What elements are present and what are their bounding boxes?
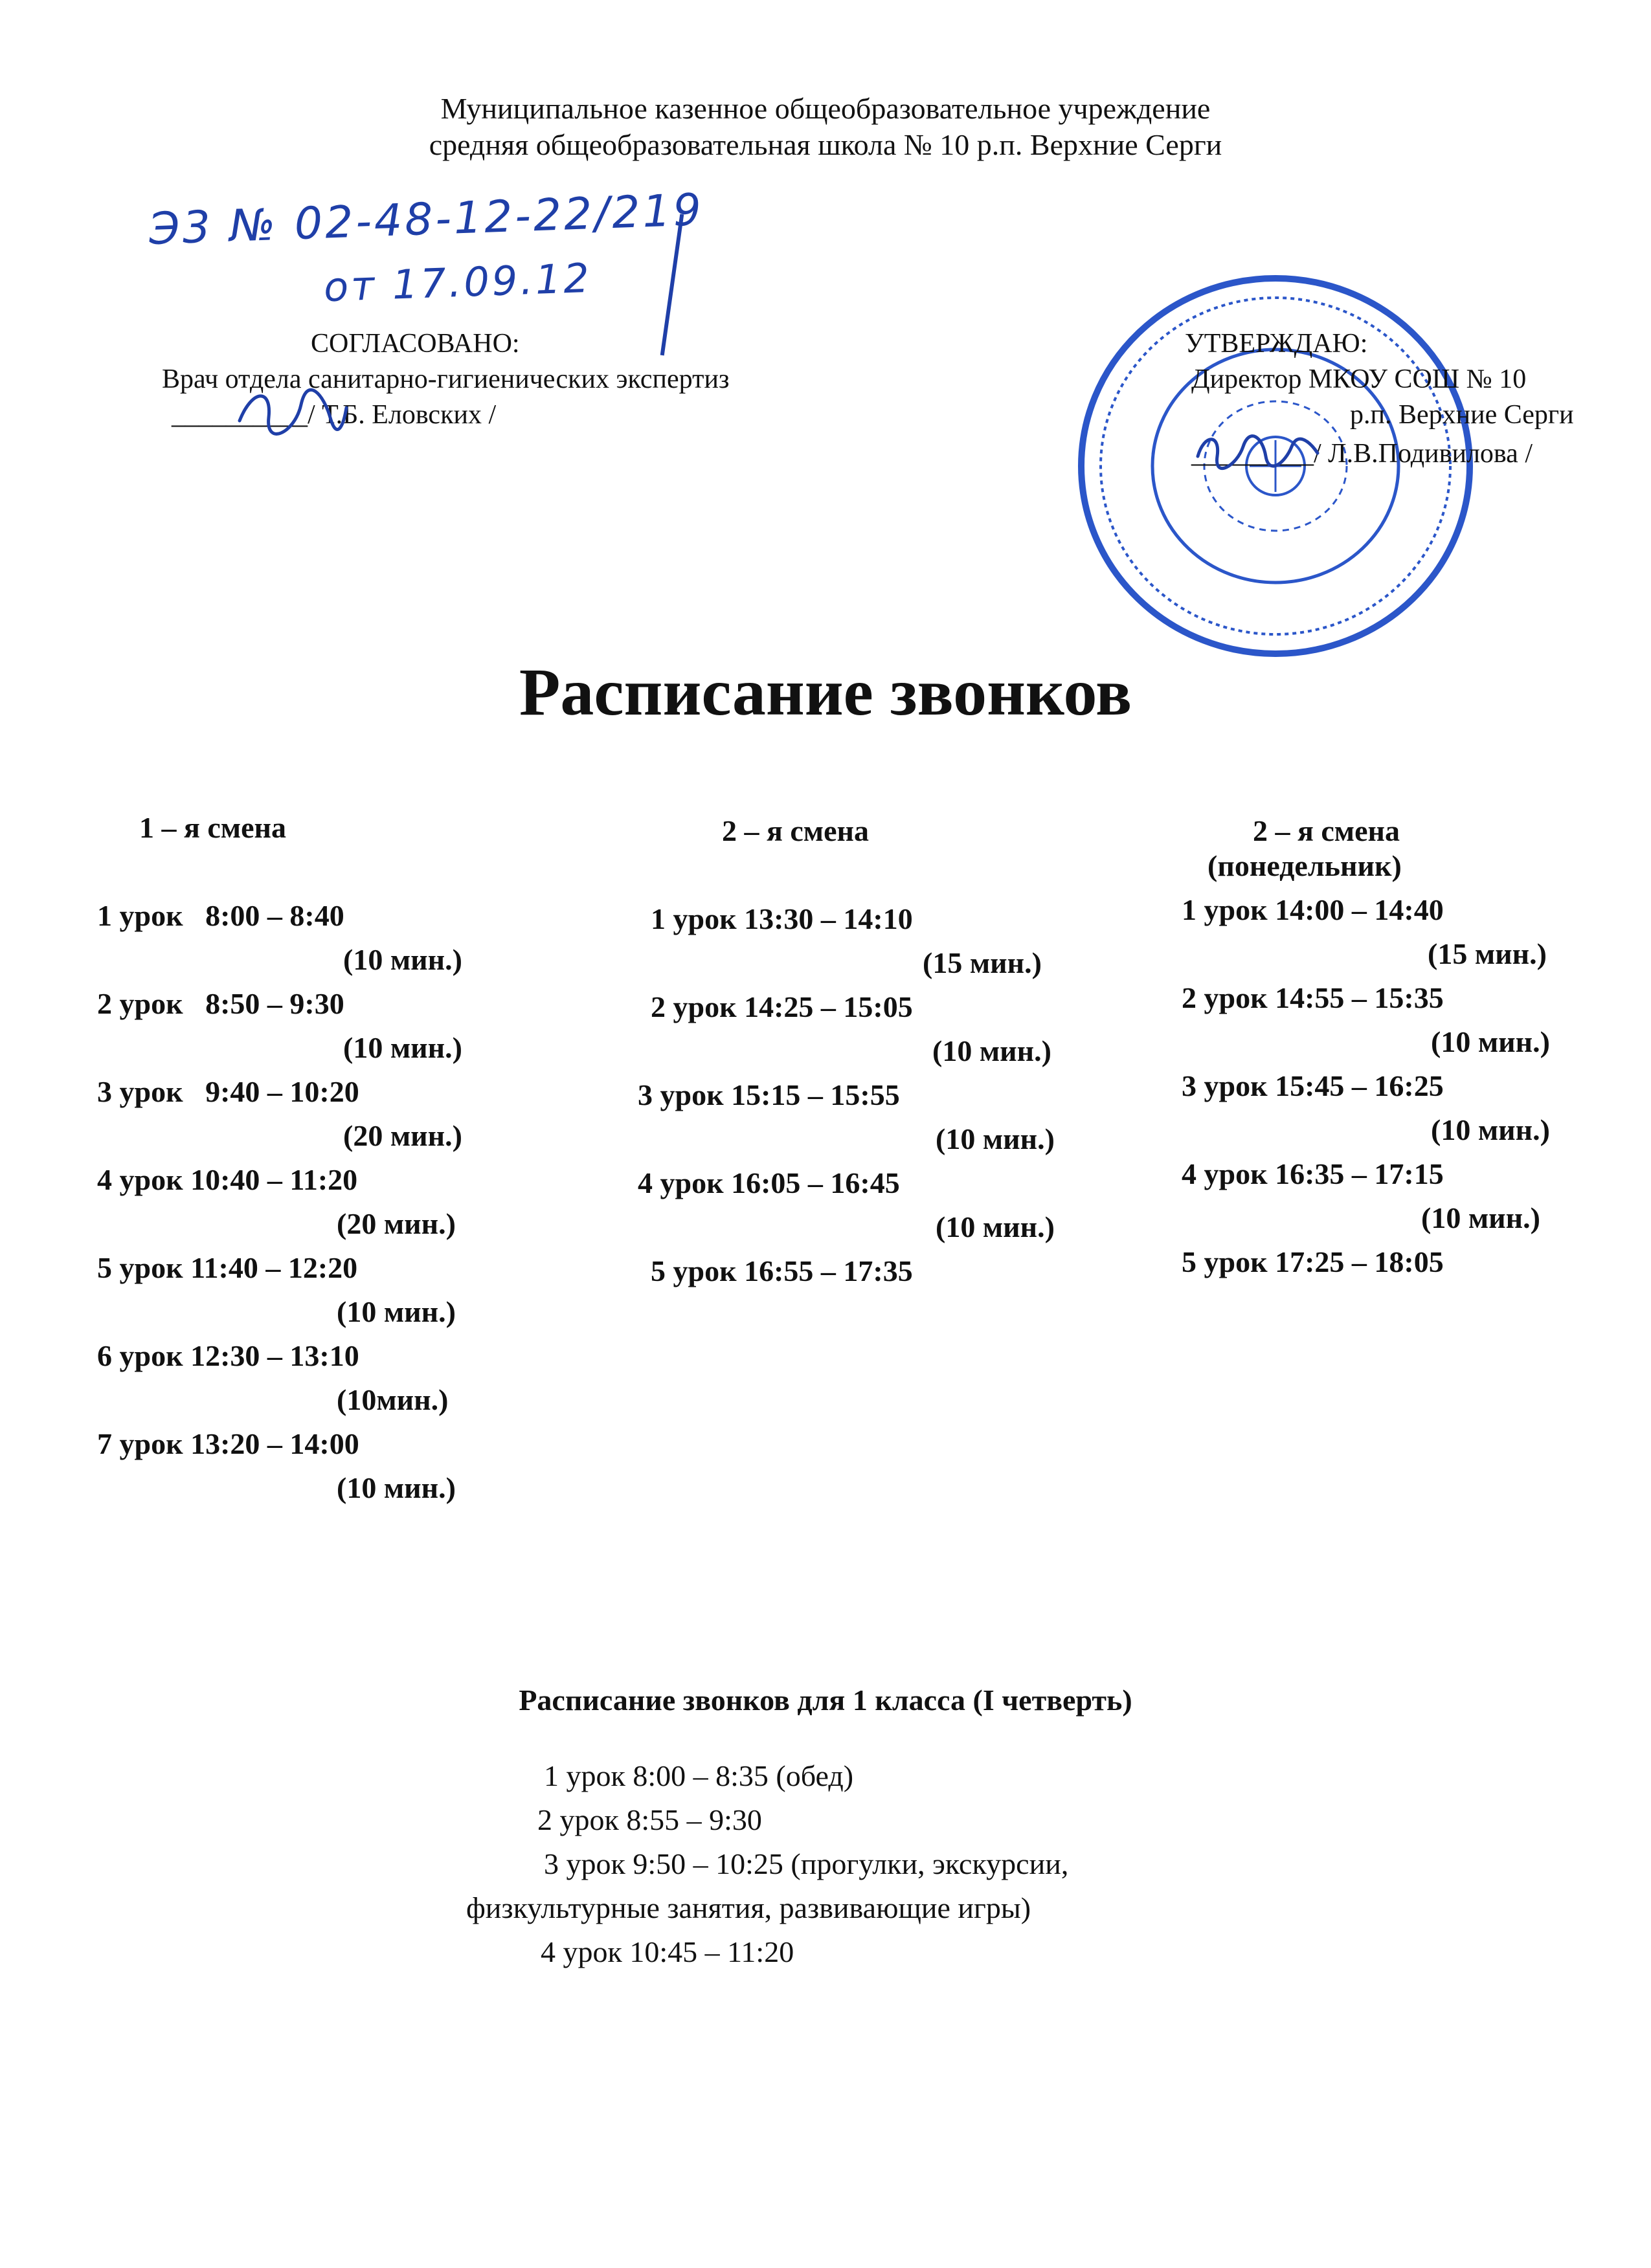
shift-heading: 1 – я смена (139, 811, 287, 844)
approved-signature-line: _________/ Л.В.Подивилова / (1191, 439, 1533, 469)
break-duration: (10 мин.) (343, 943, 462, 976)
break-duration: (10 мин.) (1431, 1113, 1550, 1146)
lesson-time: 5 урок 17:25 – 18:05 (1182, 1245, 1444, 1278)
shift-column-1 (97, 806, 550, 1510)
first-grade-title: Расписание звонков для 1 класса (I четверть) (519, 1684, 1132, 1717)
break-duration: (10мин.) (337, 1383, 449, 1416)
lesson-time: 1 урок 13:30 – 14:10 (651, 902, 913, 935)
first-grade-line: 3 урок 9:50 – 10:25 (прогулки, экскурсии, (544, 1847, 1069, 1880)
shift-column-3 (1182, 809, 1635, 1284)
first-grade-line: 4 урок 10:45 – 11:20 (541, 1935, 794, 1968)
first-grade-line: 2 урок 8:55 – 9:30 (537, 1803, 762, 1836)
lesson-time: 7 урок 13:20 – 14:00 (97, 1427, 359, 1460)
shift-heading: 2 – я смена (722, 814, 870, 847)
break-duration: (15 мин.) (1428, 937, 1547, 970)
agreed-position: Врач отдела санитарно-гигиенических экспертиз (162, 364, 730, 394)
approved-position: Директор МКОУ СОШ № 10 (1191, 364, 1527, 394)
lesson-time: 3 урок 15:45 – 16:25 (1182, 1069, 1444, 1102)
org-line-1: Муниципальное казенное общеобразовательное учреждение (440, 92, 1211, 125)
break-duration: (20 мин.) (337, 1207, 456, 1240)
break-duration: (10 мин.) (337, 1295, 456, 1328)
lesson-time: 1 урок 14:00 – 14:40 (1182, 893, 1444, 926)
break-duration: (10 мин.) (936, 1122, 1055, 1155)
lesson-time: 6 урок 12:30 – 13:10 (97, 1339, 359, 1372)
registration-note-line-2: от 17.09.12 (322, 254, 593, 311)
break-duration: (10 мин.) (1421, 1201, 1540, 1234)
lesson-time: 2 урок 14:25 – 15:05 (651, 990, 913, 1023)
approved-place: р.п. Верхние Серги (1350, 400, 1574, 430)
page-title: Расписание звонков (519, 655, 1132, 729)
registration-note-line-1: Э3 № 02-48-12-22/219 (148, 184, 705, 255)
lesson-time: 3 урок 15:15 – 15:55 (638, 1078, 900, 1111)
agreed-signature-line: __________/ Т.Б. Еловских / (172, 400, 497, 430)
lesson-time: 3 урок 9:40 – 10:20 (97, 1075, 359, 1108)
lesson-time: 4 урок 10:40 – 11:20 (97, 1163, 358, 1196)
first-grade-line: 1 урок 8:00 – 8:35 (обед) (544, 1759, 854, 1792)
organization-header (0, 91, 1651, 163)
agreed-title: СОГЛАСОВАНО: (311, 329, 520, 359)
break-duration: (10 мин.) (936, 1210, 1055, 1243)
break-duration: (10 мин.) (1431, 1025, 1550, 1058)
lesson-time: 2 урок 8:50 – 9:30 (97, 987, 344, 1020)
break-duration: (10 мин.) (343, 1031, 462, 1064)
break-duration: (10 мин.) (337, 1471, 456, 1504)
lesson-time: 5 урок 16:55 – 17:35 (651, 1254, 913, 1287)
break-duration: (15 мин.) (923, 946, 1042, 979)
lesson-time: 5 урок 11:40 – 12:20 (97, 1251, 358, 1284)
first-grade-line: физкультурные занятия, развивающие игры) (466, 1891, 1031, 1924)
break-duration: (10 мин.) (932, 1034, 1051, 1067)
shift-subheading: (понедельник) (1207, 849, 1402, 882)
lesson-time: 1 урок 8:00 – 8:40 (97, 899, 344, 932)
shift-column-2 (638, 809, 1123, 1293)
signature-left-icon (233, 382, 350, 440)
approved-title: УТВЕРЖДАЮ: (1185, 329, 1368, 359)
signature-right-icon (1191, 421, 1321, 479)
lesson-time: 2 урок 14:55 – 15:35 (1182, 981, 1444, 1014)
lesson-time: 4 урок 16:05 – 16:45 (638, 1166, 900, 1199)
break-duration: (20 мин.) (343, 1119, 462, 1152)
lesson-time: 4 урок 16:35 – 17:15 (1182, 1157, 1444, 1190)
shift-heading: 2 – я смена (1253, 814, 1400, 847)
org-line-2: средняя общеобразовательная школа № 10 р.п. Верхние Серги (429, 128, 1222, 161)
